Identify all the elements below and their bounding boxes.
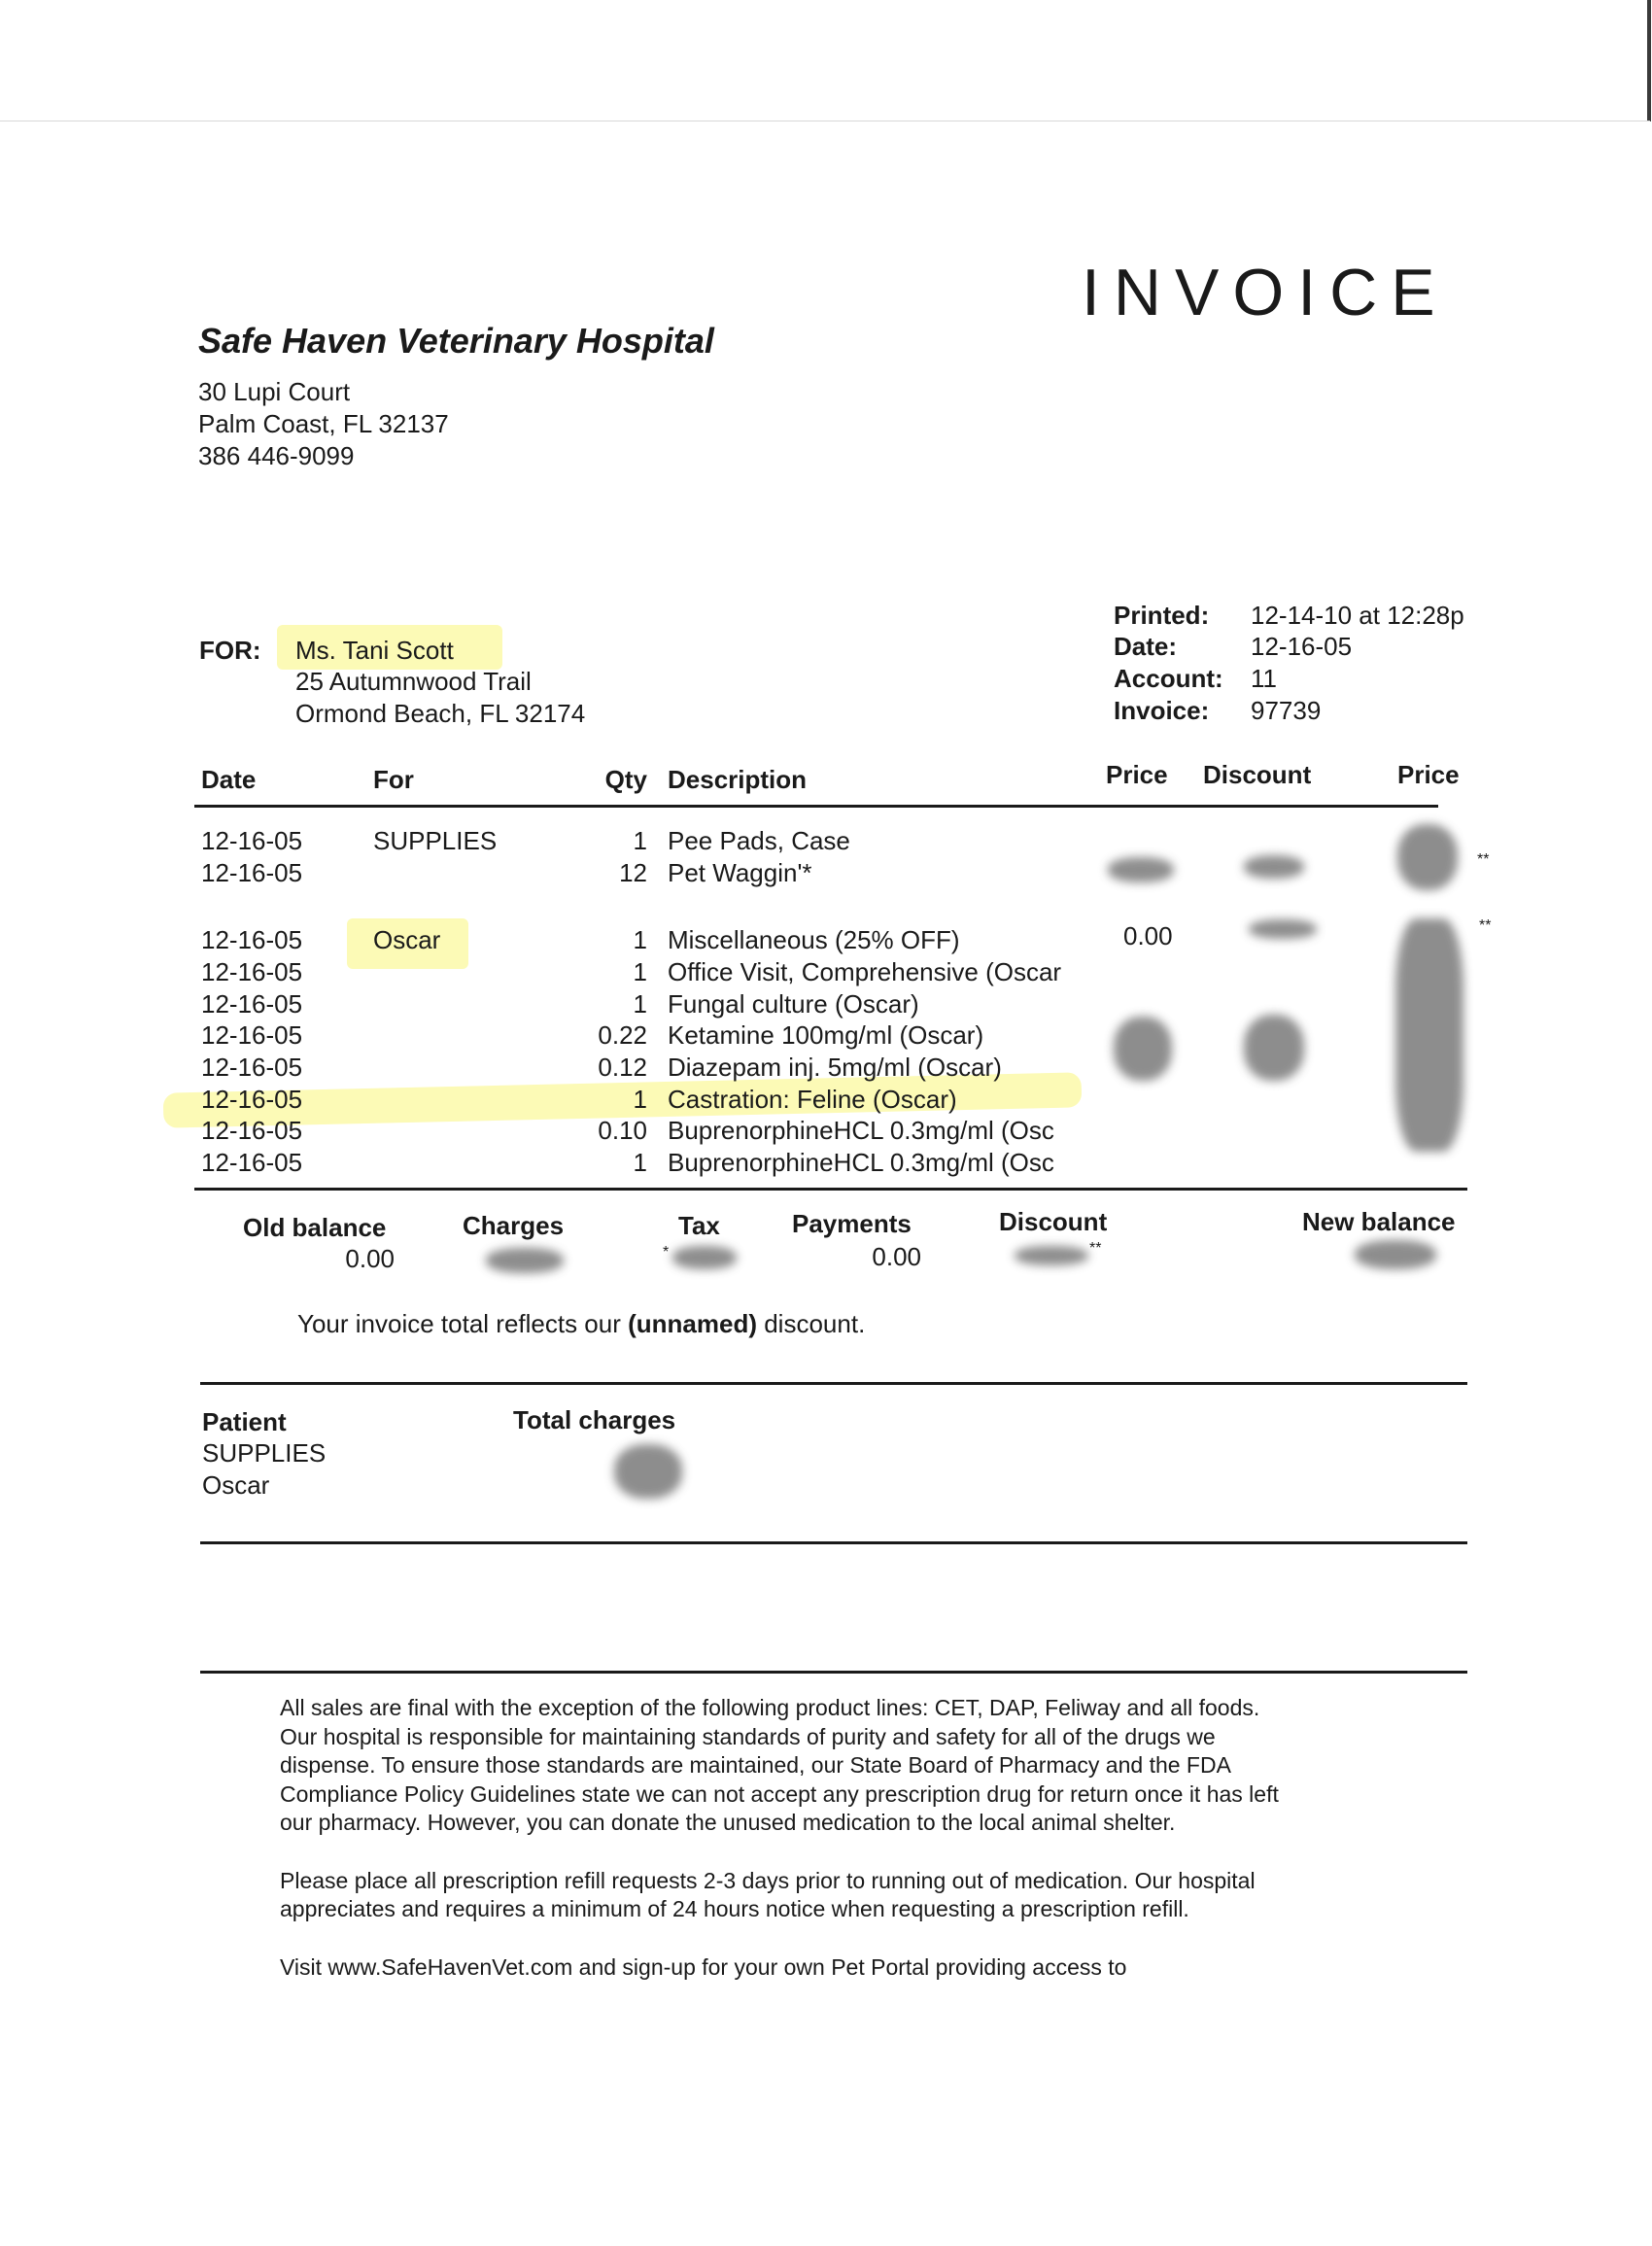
return-policy-text: All sales are final with the exception of the following product lines: CET, DAP, Feliway and all foods. Our hospital is responsible for maintaining standards of purity and safety for all of the drugs we dispense. To ensure those standards are maintained, our State Board of Pharmacy and the FDA Compliance Policy Guidelines state we can not accept any prescription drug for return once it has left our pharmacy. However, you can donate the unused medication to the local animal shelter.	[280, 1695, 1279, 1835]
row-description: Office Visit, Comprehensive (Oscar	[668, 957, 1062, 986]
row-qty: 12	[619, 858, 647, 887]
col-header-qty: Qty	[604, 765, 647, 794]
row-date: 12-16-05	[201, 989, 303, 1019]
patient-item: SUPPLIES	[202, 1438, 327, 1468]
table-footer-rule	[194, 1188, 1467, 1191]
row-description: Castration: Feline (Oscar)	[668, 1085, 957, 1114]
refill-policy-text: Please place all prescription refill requests 2-3 days prior to running out of medication. Our hospital appreciates and requires a minimum of 24 hours notice when requesting a prescription refill.	[280, 1867, 1256, 1921]
patient-item: Oscar	[202, 1470, 270, 1500]
redacted-discount	[1244, 855, 1304, 879]
row-description: Miscellaneous (25% OFF)	[668, 925, 960, 954]
col-header-date: Date	[201, 765, 257, 794]
row-price: 0.00	[1123, 921, 1173, 950]
patient-section-bottom-rule	[200, 1541, 1467, 1544]
redacted-discount	[1244, 1015, 1304, 1081]
row-qty: 0.10	[598, 1116, 647, 1145]
redacted-new-balance	[1355, 1240, 1436, 1269]
row-date: 12-16-05	[201, 1116, 303, 1145]
invoice-number-label: Invoice:	[1114, 696, 1210, 725]
row-mark-2: **	[1479, 917, 1492, 934]
row-description: Pet Waggin'*	[668, 858, 812, 887]
row-date: 12-16-05	[201, 1020, 303, 1050]
pet-portal-text: Visit www.SafeHavenVet.com and sign-up for your own Pet Portal providing access to	[280, 1953, 1127, 1980]
client-name: Ms. Tani Scott	[295, 636, 454, 665]
redacted-total-charges	[614, 1444, 682, 1499]
col-header-price: Price	[1106, 760, 1168, 789]
redacted-discount-total	[1015, 1246, 1088, 1265]
hospital-name: Safe Haven Veterinary Hospital	[198, 321, 714, 361]
patient-section-top-rule	[200, 1382, 1467, 1385]
discount-note-bold: (unnamed)	[628, 1309, 757, 1338]
row-date: 12-16-05	[201, 1148, 303, 1177]
row-date: 12-16-05	[201, 925, 303, 954]
row-qty: 1	[633, 1148, 647, 1177]
row-for: Oscar	[373, 925, 441, 954]
row-mark-1: **	[1477, 851, 1490, 868]
row-qty: 1	[633, 925, 647, 954]
discount-note-suffix: discount.	[757, 1309, 866, 1338]
row-for: SUPPLIES	[373, 826, 498, 855]
redacted-price	[1108, 857, 1174, 882]
patient-label: Patient	[202, 1407, 287, 1436]
invoice-number-value: 97739	[1251, 696, 1322, 725]
row-qty: 1	[633, 1085, 647, 1114]
row-date: 12-16-05	[201, 826, 303, 855]
redacted-charges	[486, 1248, 564, 1273]
new-balance-label: New balance	[1302, 1207, 1456, 1236]
printed-value: 12-14-10 at 12:28p	[1251, 601, 1464, 630]
date-value: 12-16-05	[1251, 632, 1353, 661]
row-description: BuprenorphineHCL 0.3mg/ml (Osc	[668, 1116, 1054, 1145]
row-date: 12-16-05	[201, 957, 303, 986]
row-date: 12-16-05	[201, 1053, 303, 1082]
old-balance-value: 0.00	[345, 1244, 395, 1273]
footer-top-rule	[200, 1671, 1467, 1674]
redacted-discount	[1249, 919, 1317, 939]
tax-mark: *	[663, 1244, 670, 1261]
payments-label: Payments	[792, 1209, 912, 1238]
printed-label: Printed:	[1114, 601, 1210, 630]
footer-terms	[280, 1694, 1281, 2011]
payments-value: 0.00	[872, 1242, 921, 1271]
invoice-title: INVOICE	[1082, 256, 1449, 329]
row-description: Pee Pads, Case	[668, 826, 850, 855]
old-balance-label: Old balance	[243, 1213, 387, 1242]
hospital-phone: 386 446-9099	[198, 441, 355, 470]
discount-label: Discount	[999, 1207, 1108, 1236]
row-qty: 1	[633, 826, 647, 855]
total-charges-label: Total charges	[513, 1405, 676, 1434]
client-label: FOR:	[199, 636, 261, 665]
row-description: BuprenorphineHCL 0.3mg/ml (Osc	[668, 1148, 1054, 1177]
hospital-address-line1: 30 Lupi Court	[198, 377, 351, 406]
row-description: Diazepam inj. 5mg/ml (Oscar)	[668, 1053, 1002, 1082]
account-value: 11	[1251, 664, 1277, 693]
table-header-rule	[194, 805, 1438, 808]
row-date: 12-16-05	[201, 1085, 303, 1114]
row-qty: 1	[633, 957, 647, 986]
col-header-total-price: Price	[1397, 760, 1460, 789]
redacted-total-price	[1395, 918, 1463, 1152]
discount-note	[297, 1309, 865, 1339]
col-header-description: Description	[668, 765, 808, 794]
date-label: Date:	[1114, 632, 1178, 661]
row-qty: 0.22	[598, 1020, 647, 1050]
row-qty: 1	[633, 989, 647, 1019]
tax-label: Tax	[678, 1211, 720, 1240]
account-label: Account:	[1114, 664, 1223, 693]
redacted-total-price	[1397, 824, 1458, 890]
row-description: Fungal culture (Oscar)	[668, 989, 919, 1019]
client-address-line1: 25 Autumnwood Trail	[295, 667, 532, 696]
col-header-discount: Discount	[1203, 760, 1312, 789]
row-description: Ketamine 100mg/ml (Oscar)	[668, 1020, 984, 1050]
discount-note-prefix: Your invoice total reflects our	[297, 1309, 629, 1338]
hospital-address-line2: Palm Coast, FL 32137	[198, 409, 449, 438]
discount-mark: **	[1089, 1240, 1102, 1257]
redacted-tax	[672, 1246, 737, 1269]
row-date: 12-16-05	[201, 858, 303, 887]
client-address-line2: Ormond Beach, FL 32174	[295, 699, 586, 728]
redacted-price	[1114, 1017, 1172, 1081]
charges-label: Charges	[463, 1211, 565, 1240]
row-qty: 0.12	[598, 1053, 647, 1082]
col-header-for: For	[373, 765, 414, 794]
scan-edge-vertical	[1647, 0, 1651, 121]
